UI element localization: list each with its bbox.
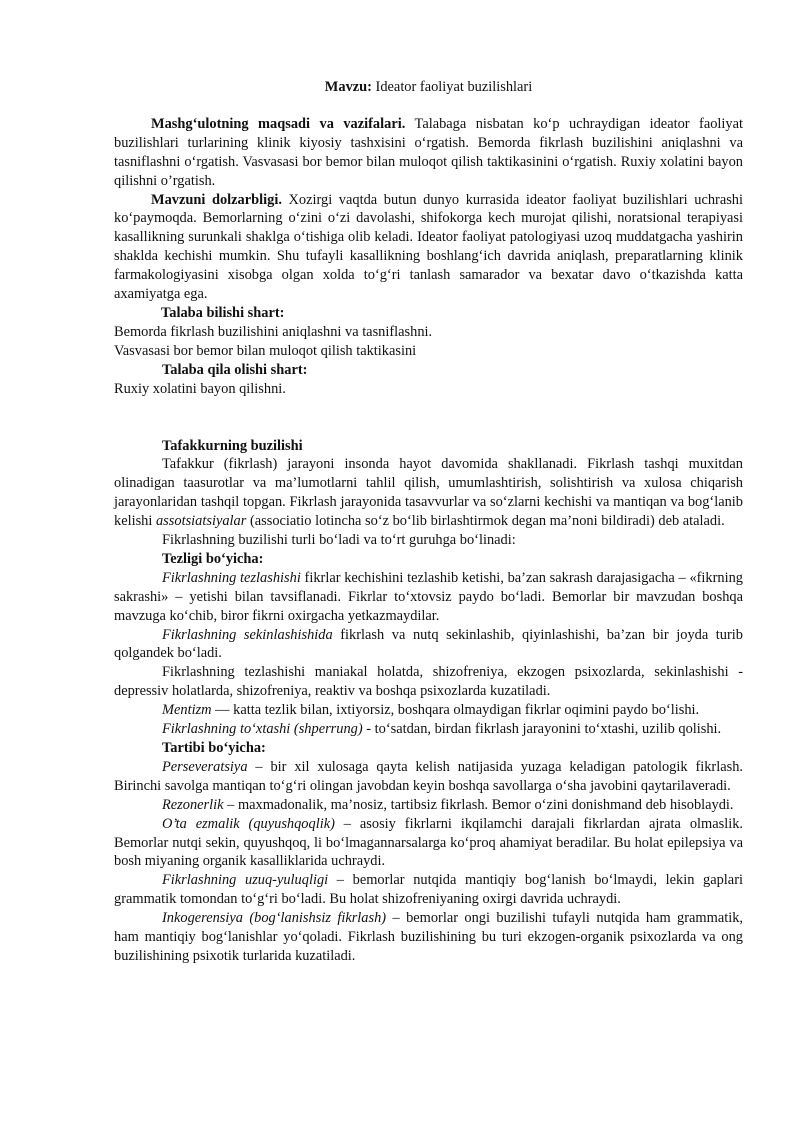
aims-label: Mashg‘ulotning maqsadi va vazifalari.: [151, 115, 406, 132]
perseveration-term: Perseveratsiya: [162, 758, 248, 775]
thinking-heading: Tafakkurning buzilishi: [162, 437, 303, 454]
mentism-paragraph: [114, 701, 743, 720]
perseveration-paragraph: [114, 758, 743, 796]
knowledge-item: Vasvasasi bor bemor bilan muloqot qilish taktikasini: [114, 342, 417, 359]
stopping-text: - to‘satdan, birdan fikrlash jarayonini to‘xtashi, uzilib qolishi.: [362, 721, 722, 738]
occurrence-paragraph: Fikrlashning tezlashishi maniakal holatda, shizofreniya, ekzogen psixozlarda, sekinlashishi - depressiv holatlarda, shizofreniya, reaktiv va boshqa psixozlarda kuzatiladi.: [114, 664, 743, 700]
perseveration-text: – bir xil xulosaga qayta kelish natijasida yuzaga keladigan patologik fikrlash. Birinchi savolga mantiqan to‘g‘ri olingan javobdan keyin boshqa savollarga o‘sha javobini qaytarilaveradi.: [114, 758, 743, 794]
fragmentation-text: – bemorlar nutqida mantiqiy bog‘lanish bo‘lmaydi, lekin gaplari grammatik tomondan to‘g‘ri bo‘ladi. Bu holat shizofreniyaning oxirgi davrida uchraydi.: [114, 872, 743, 908]
incoherence-paragraph: [114, 909, 743, 966]
fragmentation-term: Fikrlashning uzuq-yuluqligi: [162, 872, 329, 889]
incoherence-text: – bemorlar ongi buzilishi tufayli nutqida ham grammatik, ham mantiqiy bog‘lanishlar yo‘qoladi. Fikrlash buzilishining bu turi ekzogen-organik psixozlarda va ong buzilishining psixotik turlarida kuzatiladi.: [114, 910, 743, 964]
aims-paragraph: [114, 115, 743, 191]
topic-label: Mavzu:: [324, 79, 372, 95]
slowing-paragraph: [114, 626, 743, 664]
speed-heading: Tezligi bo‘yicha:: [162, 550, 264, 567]
fragmentation-paragraph: [114, 871, 743, 909]
intro-term: assotsiatsiyalar: [155, 513, 247, 530]
section-gap: [114, 399, 743, 437]
document-body: [114, 78, 743, 966]
acceleration-paragraph: [114, 569, 743, 626]
relevance-label: Mavzuni dolzarbligi.: [151, 191, 282, 208]
viscosity-text: – asosiy fikrlarni ikqilamchi darajali fikrlardan ajrata olmaslik. Bemorlar nutqi sekin, quyushqoq, li bo‘lmagannarsalarga ko‘proq ahamiyat beradilar. Bu holat epilepsiya va bosh miyaning organik kasalliklarida uchraydi.: [114, 815, 744, 870]
viscosity-paragraph: [114, 815, 743, 872]
incoherence-term: Inkogerensiya (bog‘lanishsiz fikrlash): [162, 910, 387, 927]
thinking-intro: [114, 455, 743, 531]
slowing-text: fikrlash va nutq sekinlashib, qiyinlashishi, ba’zan bir joyda turib qolgandek bo‘ladi.: [114, 626, 743, 662]
knowledge-heading: Talaba bilishi shart:: [161, 304, 285, 321]
reasoning-text: – maxmadonalik, ma’nosiz, tartibsiz fikrlash. Bemor o‘zini donishmand deb hisoblaydi.: [223, 796, 734, 813]
acceleration-term: Fikrlashning tezlashishi: [162, 569, 301, 586]
groups-text: Fikrlashning buzilishi turli bo‘ladi va to‘rt guruhga bo‘linadi:: [162, 532, 516, 549]
viscosity-term: O’ta ezmalik (quyushqoqlik): [162, 815, 335, 832]
acceleration-text: fikrlar kechishini tezlashib ketishi, ba’zan sakrash darajasigacha – «fikrning sakrashi» – yetishi bilan tavsiflanadi. Fikrlar to‘xtovsiz paydo bo‘ladi. Bemorlar bir mavzudan boshqa mavzuga ko‘chib, biror fikrni oxirgacha yetkazmaydilar.: [114, 569, 743, 624]
knowledge-item: Bemorda fikrlash buzilishini aniqlashni va tasniflashni.: [114, 323, 433, 340]
stopping-paragraph: [114, 720, 743, 739]
mentism-term: Mentizm: [162, 702, 212, 719]
reasoning-term: Rezonerlik: [162, 796, 224, 813]
reasoning-paragraph: [114, 796, 743, 815]
mentism-text: — katta tezlik bilan, ixtiyorsiz, boshqara olmaydigan fikrlar oqimini paydo bo‘lishi.: [211, 702, 700, 719]
skills-heading: Talaba qila olishi shart:: [162, 361, 308, 378]
intro-text-a: Tafakkur (fikrlash) jarayoni insonda hayot davomida shakllanadi. Fikrlash tashqi muxitdan olinadigan taasurotlar va ma’lumotlarni tahlil qilish, umumlashtirish, solishtirish va xulosa chiqarish jarayonlaridan tashqil topgan. Fikrlash jarayonida tasavvurlar va so‘zlarni kechishi va mantiqan va bog‘lanib kelishi: [114, 456, 743, 530]
slowing-term: Fikrlashning sekinlashishida: [162, 626, 333, 643]
aims-text: Talabaga nisbatan ko‘p uchraydigan ideator faoliyat buzilishlari turlarining klinik kiyosiy tashxisini o‘rgatish. Bemorda fikrlash buzilishini aniqlashni va tasniflashni o‘rgatish. Vasvasasi bor bemor bilan muloqot qilish taktikasinini o‘rgatish. Ruxiy xolatini bayon qilishni o’rgatish.: [114, 115, 743, 189]
relevance-paragraph: [114, 191, 743, 304]
stopping-term: Fikrlashning to‘xtashi (shperrung): [162, 721, 363, 738]
topic-title: [114, 78, 743, 97]
topic-text: Ideator faoliyat buzilishlari: [371, 79, 533, 95]
order-heading: Tartibi bo‘yicha:: [162, 740, 266, 756]
relevance-text: Xozirgi vaqtda butun dunyo kurrasida ideator faoliyat buzilishlari uchrashi ko‘paymoqda. Bemorlarning o‘zini o‘zi davolashi, shifokorga kech murojat qilishi, noratsional terapiyasi kasallikning surunkali shaklga o‘tishiga olib keladi. Ideator faoliyat patologiyasi uzoq muddatgacha yashirin shaklda kechishi mumkin. Shu tufayli kasallikning boshlang‘ich davrida aniqlash, preparatlarning klinik farmakologiyasini xisobga olgan xolda to‘g‘ri tanlash samarador va bexatar davo o‘tkazishda katta axamiyatga ega.: [114, 191, 744, 303]
intro-text-b: (associatio lotincha so‘z bo‘lib birlashtirmok degan ma’noni bildiradi) deb ataladi.: [246, 513, 725, 530]
skills-item: Ruxiy xolatini bayon qilishni.: [114, 380, 286, 397]
